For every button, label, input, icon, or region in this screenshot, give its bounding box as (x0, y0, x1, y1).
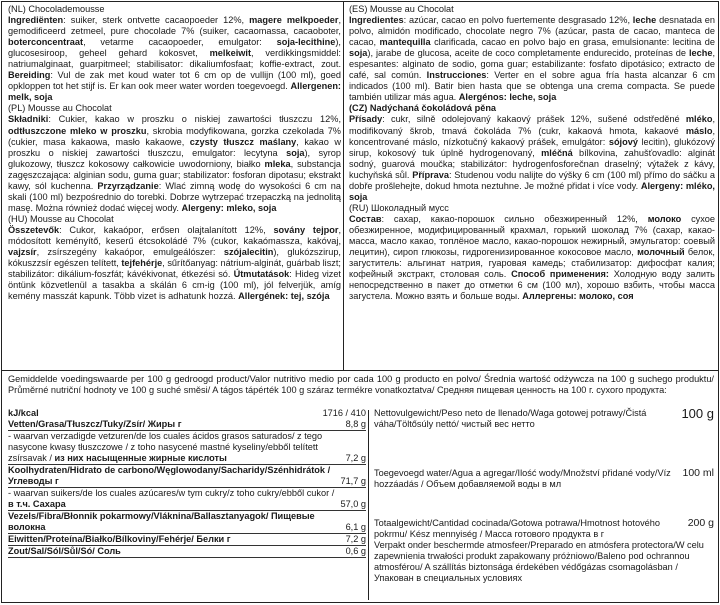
body-text: bílkovina, zahušťovadlo: alginát sodný, guarová moučka; stabilizátor: hydrogenfosforečnan draselný; výtažek z kávy, kuchyňská sůl. (349, 147, 715, 180)
prep-label-text: Verpakt onder beschermde atmosfeer/Preparado en atmósfera protectora/W celu zapewnienia trwałości produkt zapakowany próżniowo/Baleno pod ochrannou atmosférou/ A szállítás biztonsága érdekében védőgázas csomagolásban / (374, 540, 704, 572)
nutrient-label-cyr: Жиры г (147, 419, 182, 429)
prep-value: 200 g (687, 517, 714, 529)
bold-text: Ingrediënten (8, 15, 64, 26)
prep-label (374, 468, 676, 490)
section-ru (349, 203, 715, 302)
prep-label-cyr: чистый вес нетто (461, 419, 535, 429)
body-text: , zsírszegény kakaópor, emulgeálószer: (36, 247, 224, 258)
bold-text: leche (688, 48, 713, 59)
nutrient-label-cyr: из них насыщенные жирные кислоты (54, 453, 227, 463)
nutrient-label-text: - waarvan verzadigde vetzuren/de los cuales ácidos grasos saturados/ z tego nasycone kwasy tłuszczowe / z toho nasycené mastné kyseliny/ebből telített zsírsavak / (8, 431, 323, 463)
prep-row (374, 540, 714, 584)
bold-text: mléčná (541, 147, 573, 158)
body-text: , sűrítőanyag: nátrium-alginát, guárbab liszt; stabilizátor: dikálium-foszfát; kávékivonat, étkezési só. (8, 258, 341, 280)
bold-text: Instrucciones (426, 70, 487, 81)
body-text: , módosított keményítő, keserű étcsokoládé 7% (cukor, kakaómassza, kakóvaj, (8, 224, 341, 246)
body-text: clarificada, cacao en polvo bajo en grasa, emulsionante: lecitina de (430, 37, 715, 48)
bold-text: soja-lecithine (276, 37, 336, 48)
nutrition-table (8, 408, 366, 558)
nutrient-value: 8,8 g (345, 419, 366, 429)
section-title: (ES) Mousse au Chocolat (349, 4, 454, 14)
body-text: , espesantes: alginato de sodio, goma guar; estabilizante: fosfato dipotásico; extracto de café, sal común. (349, 48, 715, 81)
nutrient-row (8, 546, 366, 558)
body-text: , kakao w proszku o niskiej zawartości tłuszczu, emulgator: lecytyna (8, 136, 342, 158)
nutrient-row (8, 465, 366, 488)
prep-label-text: Toegevoegd water/Agua a agregar/Ilość wody/Množství přidané vody/Víz hozzáadás / (374, 468, 671, 489)
bold-text: mléko (685, 114, 713, 125)
bold-text: молочный (637, 247, 685, 258)
section-hu (8, 214, 341, 302)
section-pl (8, 103, 341, 213)
energy-label: kJ/kcal (8, 408, 39, 418)
nutrient-label-cyr: Белки г (196, 534, 231, 544)
body-text: : Hideg vizet öntünk közvetlenül a tasakba a skálán 6 cm-ig (100 ml), jól felverjük, amíg kemény masszát kapunk. Több vizet is adhatunk hozzá. (8, 269, 341, 302)
prep-label-cyr: Объем добавляемой воды в мл (426, 479, 562, 489)
section-body (8, 225, 341, 302)
section-body (349, 214, 715, 302)
bold-text: Alergeny: mléko, soja (349, 180, 715, 202)
prep-label-text: Totaalgewicht/Cantidad cocinada/Gotowa potrawa/Hmotnost hotového pokrmu/ Kész mennyiség / (374, 518, 661, 539)
nutrient-row (8, 534, 366, 546)
body-text: lecitin), glukózový sirup, kokosový tuk úplně hydrogenovaný, (349, 136, 716, 158)
nutrient-label-cyr: Пищевые волокна (8, 511, 315, 532)
section-body (349, 114, 715, 202)
prep-label-cyr: Масса готового продукта в г (484, 529, 605, 539)
body-text: : Cukier, kakao w proszku o niskiej zawartości tłuszczu 12%, (48, 114, 341, 125)
section-title: (RU) Шоколадный мусс (349, 202, 449, 213)
prep-label (374, 540, 714, 584)
bold-text: sovány tejpor (273, 224, 339, 235)
nutrient-label-cyr: в т.ч. Сахара (8, 499, 66, 509)
nutrition-intro (8, 374, 714, 396)
bold-text: magere melkpoeder (249, 15, 339, 26)
bold-text: mantequilla (379, 37, 431, 48)
prep-row (374, 468, 714, 490)
body-text: , gemodificeerd zetmeel, pure chocolade 7% (suiker, cacaomassa, cacaoboter, (8, 15, 341, 37)
prep-value: 100 g (681, 406, 714, 421)
column-divider (343, 2, 344, 370)
bold-text: boterconcentraat (8, 37, 84, 48)
section-body (8, 114, 341, 213)
prep-row (374, 518, 714, 540)
body-text: , vetarme cacaopoeder, emulgator: (83, 37, 277, 48)
nutrient-label-text: Koolhydraten/Hidrato de carbono/Węglowodany/Sacharidy/Szénhidrátok / (8, 465, 331, 475)
section-nl (8, 4, 341, 103)
body-text: ), jarabe de glucosa, aceite de coco completamente endurecido, proteínas de (367, 48, 689, 59)
body-text: : Verter en el sobre agua fría hasta alcanzar 6 cm indicados (100 ml). Batir bien hasta que se obtenga una crema compacta. Se puede también utilizar más agua. (349, 70, 716, 103)
section-title: (PL) Mousse au Chocolat (8, 103, 112, 114)
bold-text: Składniki (8, 114, 49, 125)
body-text: : Wlać zimną wodę do wysokości 6 cm na skali (100 ml) bezpośrednio do torebki. Dobrze wytrzepać trzepaczką na jednolitą masę. Można również dodać więcej wody. (8, 180, 341, 213)
section-es (349, 4, 715, 103)
bold-text: Alergeny: mleko, soja (181, 202, 277, 213)
body-text: : Cukor, kakaópor, erősen olajtalanított 12%, (59, 224, 274, 235)
nutrient-label-text: - waarvan suikers/de los cuales azúcares/w tym cukry/z toho cukry/ebből cukor / (8, 488, 335, 498)
body-text: Холодную воду залить непосредственно в пакет до отметки 6 см (100 мл), хорошо взбить, чтобы масса загустела. Можно взять и больше воды. (349, 269, 715, 302)
nutrient-label (8, 419, 342, 430)
bold-text: odtłuszczone mleko w proszku (8, 125, 147, 136)
bold-text: czysty tłuszcz maślany (189, 136, 297, 147)
bold-text: Состав (349, 213, 382, 224)
section-title: (HU) Mousse au Chocolat (8, 213, 114, 224)
body-text: : сахар, какао-порошок сильно обезжиренный 12%, (381, 213, 648, 224)
nutrient-label-text: Zout/Sal/Sól/Sůl/Só/ (8, 546, 98, 556)
section-body (349, 15, 715, 103)
prep-label (374, 408, 675, 430)
body-text: : Vul de zak met koud water tot 6 cm op de vullijn (100 ml), goed opkloppen tot het stijf is. Er kan ook meer water worden toegevoegd. (8, 70, 341, 92)
body-text: , modifikovaný škrob, tmavá čokoláda 7% (cukr, kakaová hmota, kakaové (349, 114, 715, 136)
bold-text: leche (632, 15, 657, 26)
nutrient-value: 71,7 g (340, 476, 366, 486)
nutrient-value: 7,2 g (345, 453, 366, 463)
preparation-table (374, 408, 714, 584)
bold-text: Способ применения: (511, 269, 609, 280)
bold-text: vajzsír (8, 247, 37, 258)
section-body (8, 15, 341, 103)
bold-text: Przyrządzanie (97, 180, 159, 191)
section-title: (CZ) Nadýchaná čokoládová pěna (349, 103, 497, 114)
bold-text: Alergénos: leche, soja (458, 92, 557, 103)
nutrient-value: 7,2 g (345, 534, 366, 544)
body-text: ), glucosesiroop, geheel gehard kokosvet, (8, 37, 341, 59)
nutrient-label-cyr: Углеводы г (8, 476, 59, 486)
body-text: ), glukózszirup, kókuszzsír egészen telített, (8, 247, 341, 269)
bold-text: Přísady (349, 114, 383, 125)
bold-text: soja (349, 48, 368, 59)
body-text: : azúcar, cacao en polvo fuertemente desgrasado 12%, (403, 15, 633, 26)
table-divider (368, 410, 369, 600)
nutrient-label (8, 431, 342, 464)
bold-text: Allergének: tej, szója (238, 291, 330, 302)
bold-text: soja (286, 147, 305, 158)
energy-row (8, 408, 366, 419)
nutrient-value: 6,1 g (345, 522, 366, 532)
nutrient-label (8, 511, 342, 533)
body-text: desnatada en polvo, almidón modificado, chocolate negro 7% (azúcar, pasta de cacao, manteca de cacao, (349, 15, 715, 48)
bold-text: Bereiding (8, 70, 51, 81)
nutrient-label (8, 465, 336, 487)
bold-text: Összetevők (8, 224, 60, 235)
section-divider (2, 370, 718, 371)
nutrient-label-text: Eiwitten/Proteína/Białko/Bílkoviny/Fehérje/ (8, 534, 197, 544)
bold-text: máslo (685, 125, 713, 136)
bold-text: Аллергены: молоко, соя (522, 291, 634, 302)
body-text: , skrobia modyfikowana, gorzka czekolada 7% (cukier, masa kakaowa, masło kakaowe, (8, 125, 341, 147)
body-text: : Studenou vodu nalijte do výšky 6 cm (100 ml) přímo do sáčku a dobře prošlehejte, dokud hmota neztuhne. Je možné přidat i více vody. (349, 169, 715, 191)
body-text: : suiker, sterk ontvette cacaopoeder 12%, (63, 15, 250, 26)
nutrient-label-cyr: Соль (97, 546, 121, 556)
section-title: (NL) Chocolademousse (8, 4, 105, 14)
bold-text: Ingredientes (349, 15, 404, 26)
nutrient-row (8, 488, 366, 511)
prep-value: 100 ml (682, 467, 714, 479)
body-text: , substancja zagęszczająca: alginian sodu, guma guar; stabilizator: fosforan dipotasu; ekstrakt kawy, sól kuchenna. (8, 158, 342, 191)
nutrient-row (8, 431, 366, 465)
bold-text: sójový (608, 136, 638, 147)
body-text: ), syrop glukozowy, tłuszcz kokosowy całkowicie uwodorniony, białko (8, 147, 341, 169)
prep-label-cyr: Упакован в специальных условиях (374, 573, 523, 583)
body-text: белок, загуститель: альгинат натрия, гуаровая камедь; стабилизатор: дифосфат калия; кофейный экстракт, столовая соль. (349, 247, 715, 280)
right-column (349, 4, 715, 302)
body-text: сухое обезжиренное, модифицированный крахмал, горький шоколад 7% (сахар, какао-масса, масло какао, топлёное масло, какао-порошок нежирный, эмульгатор: соевый лецитин), сироп глюкозы, гидрогенизированное кокосовое масло, (349, 213, 715, 258)
nutrient-label (8, 488, 336, 510)
section-cz (349, 103, 715, 202)
energy-value: 1716 / 410 (322, 408, 366, 418)
bold-text: Allergenen: melk, soja (8, 81, 341, 103)
nutrient-label (8, 534, 342, 545)
bold-text: tejfehérje (121, 258, 163, 269)
left-column (8, 4, 341, 302)
nutrient-value: 0,6 g (345, 546, 366, 556)
intro-cyr: Средняя пищевая ценность на 100 г. сухого продукта: (437, 385, 667, 395)
bold-text: szójalecitin (223, 247, 274, 258)
bold-text: mleka (264, 158, 291, 169)
intro-line: Gemiddelde voedingswaarde per 100 g gedroogd product/Valor nutritivo medio por cada 100 g producto en polvo/ Średnia wartość odżywcza na 100 g suchego produktu/ Průměrné nutriční hodnoty ve 100 g suché směsi/ A tágos tápérték 100 g száraz termékre vonatkoztatva/ (8, 374, 714, 395)
nutrient-value: 57,0 g (340, 499, 366, 509)
prep-label (374, 518, 682, 540)
prep-row (374, 408, 714, 430)
prep-label-text: Nettovulgewicht/Peso neto de llenado/Waga gotowej potrawy/Čistá váha/Töltősúly nettó/ (374, 408, 647, 429)
nutrient-label-text: Vetten/Grasa/Tłuszcz/Tuky/Zsír/ (8, 419, 148, 429)
label-panel (1, 1, 719, 603)
nutrition-area (8, 374, 714, 583)
nutrient-row (8, 419, 366, 431)
nutrient-row (8, 511, 366, 534)
body-text: : cukr, silně odolejovaný kakaový prášek 12%, sušené odstředěné (382, 114, 686, 125)
nutrient-label (8, 546, 342, 557)
bold-text: melkeiwit (209, 48, 252, 59)
body-text: , koncentrované máslo, nízkotučný kakaový prášek, emulgátor: (349, 125, 715, 147)
bold-text: Útmutatások (233, 269, 290, 280)
bold-text: Příprava (412, 169, 449, 180)
nutrient-label-text: Vezels/Fibra/Błonnik pokarmowy/Vláknina/Ballasztanyagok/ (8, 511, 271, 521)
body-text: , verdikkingsmiddel: natriumalginaat, guarpitmeel; stabilisator: dikaliumfosfaat; koffie-extract, zout. (8, 48, 341, 70)
bold-text: молоко (647, 213, 682, 224)
nutrient-rows (8, 419, 366, 558)
